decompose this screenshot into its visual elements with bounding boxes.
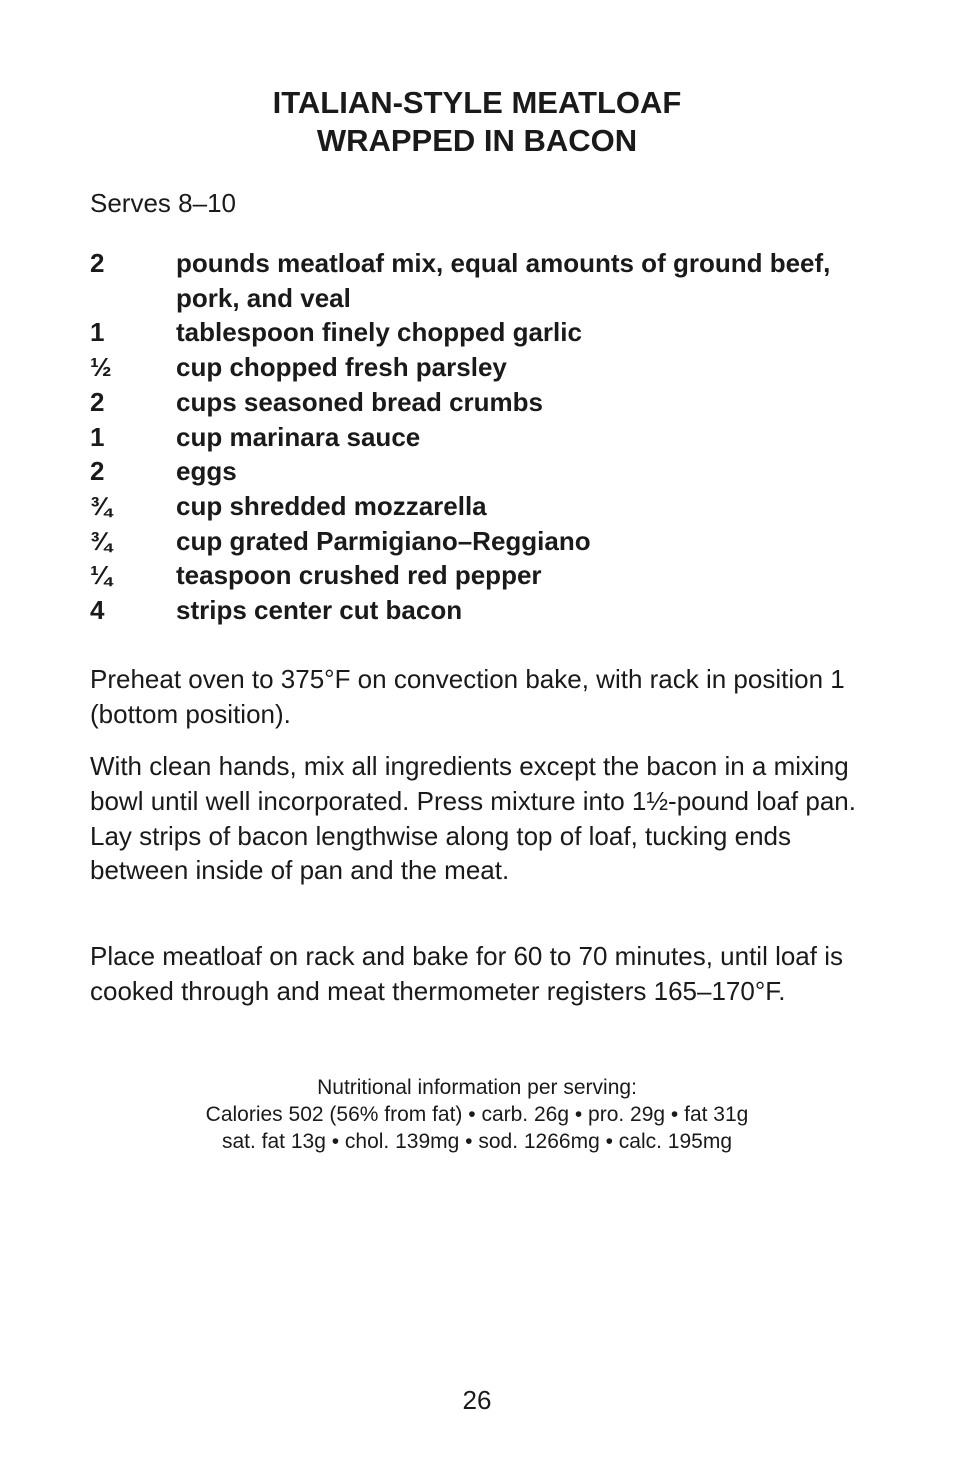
ingredient-quantity: 2 bbox=[90, 386, 105, 417]
ingredient-description: cup shredded mozzarella bbox=[176, 490, 487, 521]
ingredient-item bbox=[90, 524, 864, 559]
recipe-title bbox=[90, 84, 864, 160]
ingredient-item bbox=[90, 315, 864, 350]
recipe-title-line-2: WRAPPED IN BACON bbox=[316, 123, 638, 158]
page-number: 26 bbox=[462, 1385, 492, 1415]
instruction-paragraph-mix: With clean hands, mix all ingredients except the bacon in a mixing bowl until well incorporated. Press mixture into 1½-pound loaf pan. Lay strips of bacon lengthwise along top of loaf, tucking ends between inside of pan and the meat. bbox=[90, 751, 856, 886]
ingredient-description: pounds meatloaf mix, equal amounts of ground beef, pork, and veal bbox=[176, 248, 831, 313]
nutrition-line-1: Calories 502 (56% from fat) • carb. 26g • pro. 29g • fat 31g bbox=[205, 1103, 749, 1126]
ingredient-description: eggs bbox=[176, 456, 237, 487]
ingredient-quantity: 4 bbox=[90, 595, 105, 626]
ingredient-description: cup marinara sauce bbox=[176, 421, 421, 452]
ingredient-quantity: ½ bbox=[90, 352, 112, 383]
ingredient-item bbox=[90, 350, 864, 385]
ingredient-quantity: 2 bbox=[90, 248, 105, 278]
ingredient-description: cup chopped fresh parsley bbox=[176, 352, 507, 383]
nutrition-line-2: sat. fat 13g • chol. 139mg • sod. 1266mg • calc. 195mg bbox=[221, 1130, 732, 1153]
ingredient-quantity: 1 bbox=[90, 317, 105, 348]
instruction-paragraph-bake: Place meatloaf on rack and bake for 60 to 70 minutes, until loaf is cooked through and meat thermometer registers 165–170°F. bbox=[90, 941, 843, 1006]
ingredient-quantity: ¾ bbox=[90, 490, 112, 521]
ingredient-item bbox=[90, 420, 864, 455]
ingredient-description: tablespoon finely chopped garlic bbox=[176, 317, 582, 348]
ingredient-quantity: 2 bbox=[90, 456, 105, 487]
instruction-paragraph-preheat: Preheat oven to 375°F on convection bake, with rack in position 1 (bottom position). bbox=[90, 664, 845, 729]
ingredient-list bbox=[90, 246, 864, 628]
ingredient-item bbox=[90, 246, 864, 315]
nutrition-info bbox=[90, 1074, 864, 1155]
ingredient-item bbox=[90, 385, 864, 420]
ingredient-quantity: ¼ bbox=[90, 560, 112, 591]
ingredient-description: cup grated Parmigiano–Reggiano bbox=[176, 525, 591, 556]
ingredient-quantity: ¾ bbox=[90, 525, 112, 556]
ingredient-description: teaspoon crushed red pepper bbox=[176, 560, 542, 591]
nutrition-heading: Nutritional information per serving: bbox=[317, 1076, 637, 1099]
ingredient-description: cups seasoned bread crumbs bbox=[176, 386, 544, 417]
serves-text: Serves 8–10 bbox=[90, 188, 236, 218]
ingredient-item bbox=[90, 489, 864, 524]
ingredient-item bbox=[90, 593, 864, 628]
ingredient-quantity: 1 bbox=[90, 421, 105, 452]
ingredient-item bbox=[90, 558, 864, 593]
recipe-title-line-1: ITALIAN-STYLE MEATLOAF bbox=[272, 85, 682, 120]
ingredient-description: strips center cut bacon bbox=[176, 595, 463, 626]
ingredient-item bbox=[90, 454, 864, 489]
recipe-page bbox=[90, 0, 864, 1475]
